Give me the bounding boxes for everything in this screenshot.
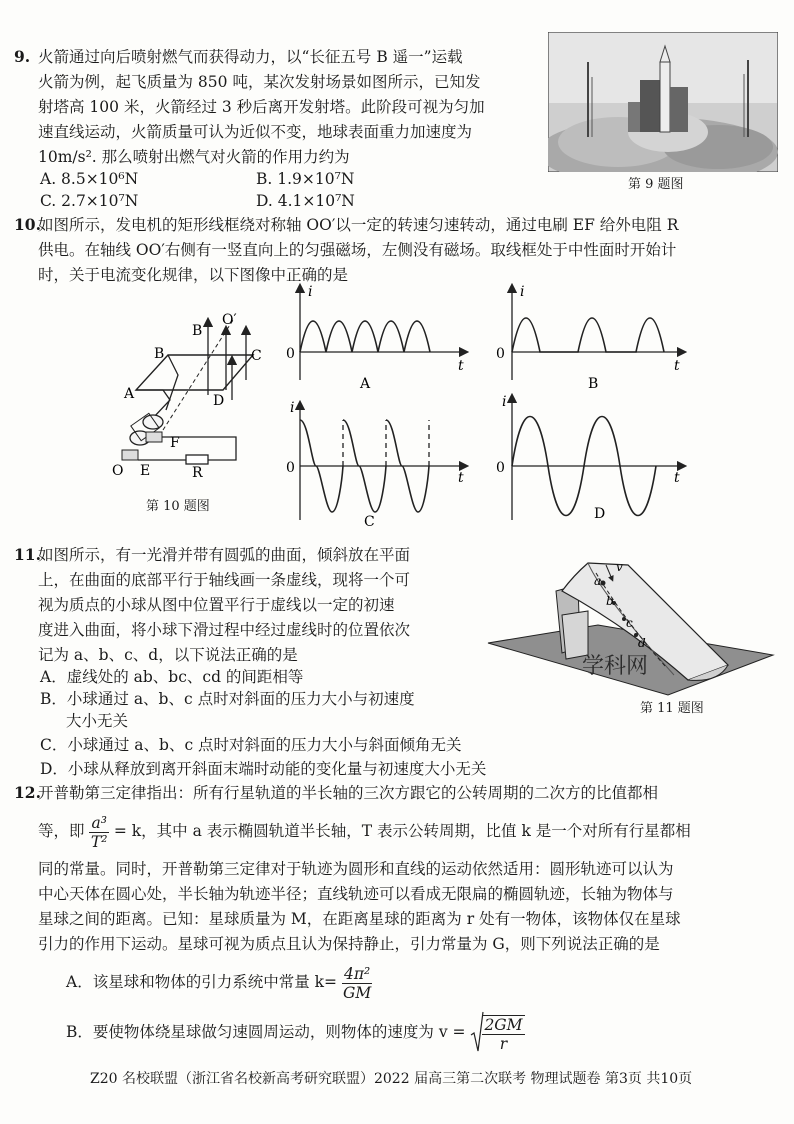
q10-graph-b-origin: 0 bbox=[496, 346, 505, 362]
q10-graphs-left bbox=[282, 280, 492, 530]
q11-line-5: 记为 a、b、c、d，以下说法正确的是 bbox=[38, 646, 298, 664]
q10-graph-a bbox=[286, 284, 464, 392]
q11-line-1: 如图所示，有一光滑并带有圆弧的曲面，倾斜放在平面 bbox=[38, 546, 411, 564]
q10-graph-a-label: A bbox=[360, 376, 371, 392]
q12-line-5: 星球之间的距离。已知：星球质量为 M，在距离星球的距离为 r 处有一物体，该物体仅在星球 bbox=[38, 910, 681, 928]
q12-kepler-denominator: T² bbox=[90, 832, 108, 851]
q11-label-v: v bbox=[616, 560, 623, 574]
q11-label-c: c bbox=[626, 616, 633, 630]
q12-option-b-text: B．要使物体绕星球做匀速圆周运动，则物体的速度为 v = bbox=[66, 1023, 466, 1041]
q12-option-a-text: A．该星球和物体的引力系统中常量 k= bbox=[66, 973, 338, 991]
q10-line-3: 时，关于电流变化规律，以下图像中正确的是 bbox=[38, 266, 349, 284]
q10-graph-a-y: i bbox=[308, 284, 313, 300]
q12-kepler-numerator: a³ bbox=[91, 813, 107, 832]
q10-label-o: O bbox=[112, 463, 124, 479]
q11-figure-caption: 第 11 题图 bbox=[640, 701, 704, 716]
q10-graph-a-origin: 0 bbox=[286, 346, 295, 362]
q12-option-a-denominator: GM bbox=[342, 983, 372, 1002]
q12-option-b-fraction bbox=[482, 1015, 524, 1053]
q10-label-b: B bbox=[154, 346, 165, 362]
q9-option-c: C. 2.7×10⁷N bbox=[40, 192, 139, 210]
q10-number: 10. bbox=[14, 215, 41, 234]
q10-line-2: 供电。在轴线 OO′右侧有一竖直向上的匀强磁场，左侧没有磁场。取线框处于中性面时开始计 bbox=[38, 241, 677, 259]
q10-graph-b-x: t bbox=[674, 358, 680, 374]
q10-graph-c-origin: 0 bbox=[286, 460, 295, 476]
q11-option-d: D．小球从释放到离开斜面末端时动能的变化量与初速度大小无关 bbox=[40, 760, 487, 778]
q11-option-b-1: B．小球通过 a、b、c 点时对斜面的压力大小与初速度 bbox=[40, 690, 415, 708]
q10-label-f: F bbox=[170, 435, 180, 451]
q10-graph-c-x: t bbox=[458, 470, 464, 486]
q10-graph-d-origin: 0 bbox=[496, 460, 505, 476]
q9-line-1: 火箭通过向后喷射燃气而获得动力，以“长征五号 B 遥一”运载 bbox=[38, 48, 463, 66]
q10-label-e: E bbox=[140, 463, 151, 479]
q10-figure-caption: 第 10 题图 bbox=[146, 499, 210, 514]
q10-label-d: D bbox=[213, 393, 225, 409]
q9-line-3: 射塔高 100 米，火箭经过 3 秒后离开发射塔。此阶段可视为匀加 bbox=[38, 98, 485, 116]
q12-line-2-pre: 等，即 bbox=[38, 822, 85, 840]
q11-number: 11. bbox=[14, 545, 41, 564]
q10-generator-diagram bbox=[108, 300, 293, 490]
q9-line-5: 10m/s². 那么喷射出燃气对火箭的作用力约为 bbox=[38, 148, 350, 166]
q9-option-a: A. 8.5×10⁶N bbox=[40, 170, 139, 188]
q10-graphs-right bbox=[494, 280, 694, 530]
q10-graph-a-x: t bbox=[458, 358, 464, 374]
q9-figure-caption: 第 9 题图 bbox=[628, 177, 684, 192]
q10-graph-d bbox=[496, 394, 682, 522]
q12-line-1: 开普勒第三定律指出：所有行星轨道的半长轴的三次方跟它的公转周期的二次方的比值都相 bbox=[38, 784, 659, 802]
q10-graph-c-y: i bbox=[290, 400, 295, 416]
q10-label-c: C bbox=[251, 348, 262, 364]
q12-kepler-fraction bbox=[89, 814, 108, 851]
q12-line-2-post: = k，其中 a 表示椭圆轨道半长轴，T 表示公转周期，比值 k 是一个对所有行星都相 bbox=[113, 822, 691, 840]
q9-rocket-photo bbox=[548, 32, 778, 172]
q12-option-b-numerator: 2GM bbox=[484, 1016, 523, 1034]
q10-graph-c bbox=[286, 400, 464, 530]
q10-graph-b-label: B bbox=[588, 376, 599, 392]
q12-option-b bbox=[66, 1010, 525, 1055]
q12-option-a-fraction bbox=[342, 965, 372, 1002]
q9-option-d: D. 4.1×10⁷N bbox=[256, 192, 355, 210]
page-footer: Z20 名校联盟（浙江省名校新高考研究联盟）2022 届高三第二次联考 物理试题卷 第3页 共10页 bbox=[90, 1071, 693, 1087]
q10-label-a: A bbox=[124, 386, 135, 402]
q12-radical-sign bbox=[470, 1011, 484, 1053]
q9-option-b: B. 1.9×10⁷N bbox=[256, 170, 355, 188]
q10-line-1: 如图所示，发电机的矩形线框绕对称轴 OO′以一定的转速匀速转动，通过电刷 EF 给外电阻 R bbox=[38, 216, 679, 234]
q9-line-2: 火箭为例，起飞质量为 850 吨，某次发射场景如图所示，已知发 bbox=[38, 73, 481, 91]
q11-option-a: A．虚线处的 ab、bc、cd 的间距相等 bbox=[40, 668, 304, 686]
q11-label-a: a bbox=[594, 574, 602, 588]
q10-label-b-top: B bbox=[192, 323, 203, 339]
q12-line-2 bbox=[38, 811, 691, 851]
q10-graph-c-label: C bbox=[364, 514, 375, 530]
q10-graph-d-x: t bbox=[674, 470, 680, 486]
q10-graph-b bbox=[496, 284, 682, 392]
q11-watermark: 学科网 bbox=[582, 654, 649, 679]
q10-label-r: R bbox=[192, 465, 203, 481]
q12-number: 12. bbox=[14, 783, 41, 802]
q9-line-4: 速直线运动，火箭质量可认为近似不变，地球表面重力加速度为 bbox=[38, 123, 473, 141]
q11-option-b-2: 大小无关 bbox=[66, 712, 129, 730]
q11-option-c: C．小球通过 a、b、c 点时对斜面的压力大小与斜面倾角无关 bbox=[40, 736, 462, 754]
q11-label-b: b bbox=[606, 594, 614, 608]
q12-line-6: 引力的作用下运动。星球可视为质点且认为保持静止，引力常量为 G，则下列说法正确的是 bbox=[38, 935, 660, 953]
q12-line-3: 同的常量。同时，开普勒第三定律对于轨迹为圆形和直线的运动依然适用：圆形轨迹可以认为 bbox=[38, 860, 674, 878]
q11-label-d: d bbox=[638, 636, 646, 650]
q11-line-4: 度进入曲面，将小球下滑过程中经过虚线时的位置依次 bbox=[38, 621, 411, 639]
q12-option-a-numerator: 4π² bbox=[343, 964, 371, 983]
q10-graph-d-y: i bbox=[502, 394, 507, 410]
q11-slope-figure bbox=[478, 555, 778, 700]
q10-label-o-prime: O′ bbox=[222, 312, 237, 328]
q11-line-2: 上，在曲面的底部平行于轴线画一条虚线，现将一个可 bbox=[38, 571, 411, 589]
q12-line-4: 中心天体在圆心处，半长轴为轨迹半径；直线轨迹可以看成无限扁的椭圆轨迹，长轴为物体与 bbox=[38, 885, 674, 903]
q12-option-a bbox=[66, 962, 372, 1002]
q10-graph-d-label: D bbox=[594, 506, 606, 522]
q10-graph-b-y: i bbox=[520, 284, 525, 300]
q9-number: 9. bbox=[14, 47, 31, 66]
q11-line-3: 视为质点的小球从图中位置平行于虚线以一定的初速 bbox=[38, 596, 395, 614]
q12-option-b-sqrt bbox=[470, 1011, 524, 1055]
q12-option-b-denominator: r bbox=[499, 1035, 508, 1053]
